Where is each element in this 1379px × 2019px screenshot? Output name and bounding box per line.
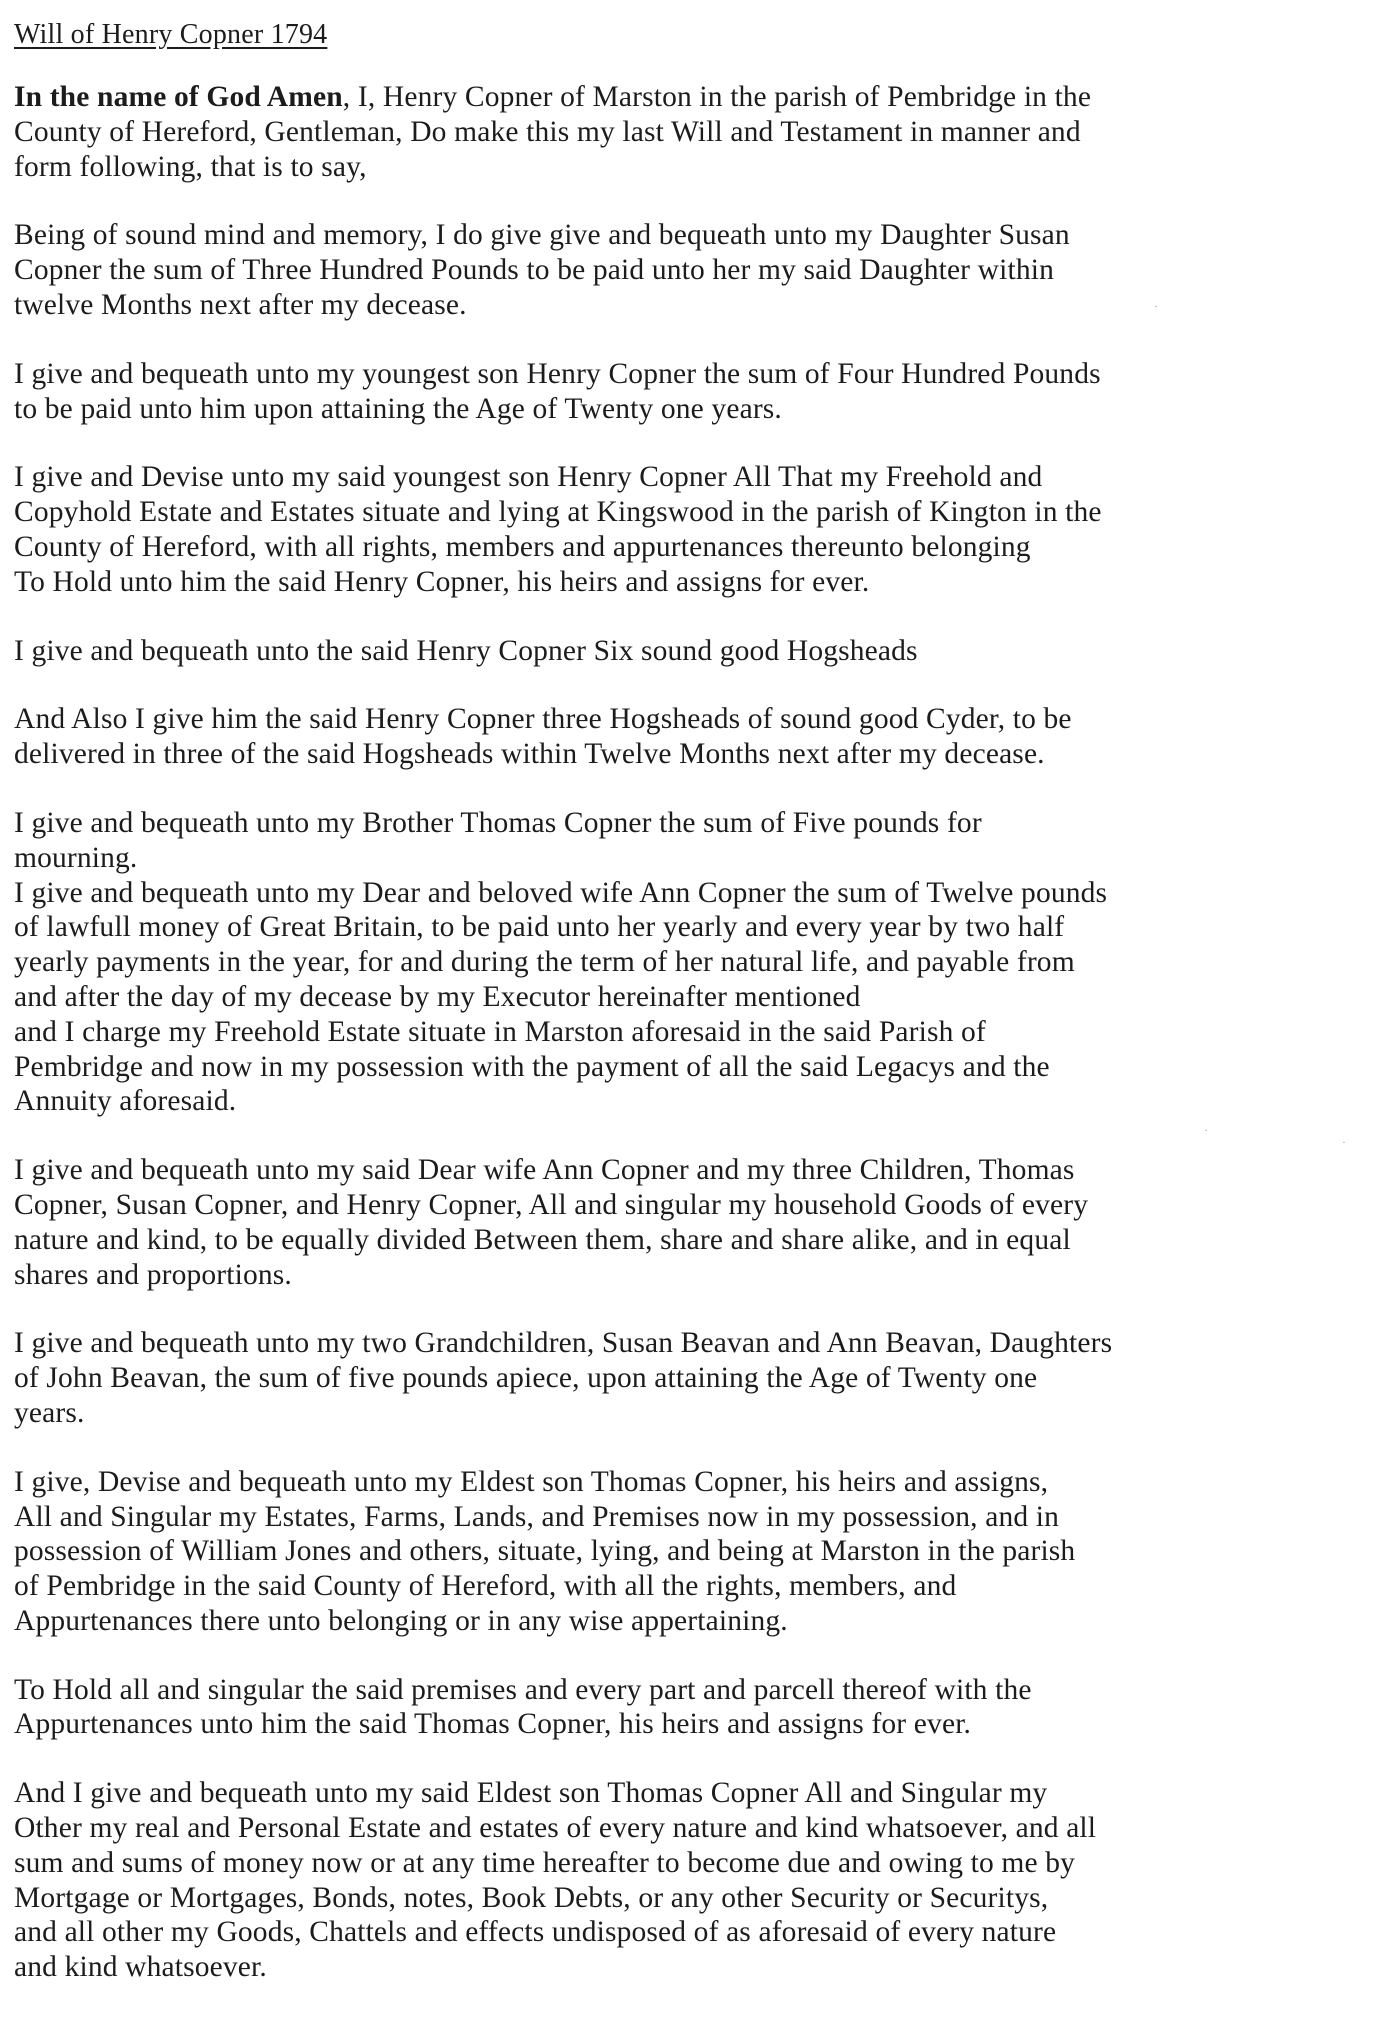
- paragraph-daughter-susan: Being of sound mind and memory, I do give give and bequeath unto my Daughter Susan Copner the sum of Three Hundred Pounds to be paid unto her my said Daughter within twelve Months next after my decease.: [14, 219, 1070, 321]
- paragraph-brother-thomas: I give and bequeath unto my Brother Thomas Copner the sum of Five pounds for mourning.: [14, 806, 982, 874]
- will-document: [14, 18, 1372, 2019]
- intro-bold-lead: In the name of God Amen: [14, 81, 343, 113]
- paragraph-household-goods: I give and bequeath unto my said Dear wife Ann Copner and my three Children, Thomas Copner, Susan Copner, and Henry Copner, All and singular my household Goods of every nature and kind, to be equally divided Between them, share and share alike, and in equal shares and proportions.: [14, 1154, 1089, 1291]
- paragraph-residual-estate: And I give and bequeath unto my said Eldest son Thomas Copner All and Singular my Other my real and Personal Estate and estates of every nature and kind whatsoever, and all sum and sums of money now or at any time hereafter to become due and owing to me by Mortgage or Mortgages, Bonds, notes, Book Debts, or any other Security or Securitys, and all other my Goods, Chattels and effects undisposed of as aforesaid of every nature and kind whatsoever.: [14, 1777, 1097, 1984]
- paragraph-cyder: And Also I give him the said Henry Copner three Hogsheads of sound good Cyder, to be delivered in three of the said Hogsheads within Twelve Months next after my decease.: [14, 703, 1072, 771]
- intro-text: , I, Henry Copner of Marston in the parish of Pembridge in the County of Hereford, Gentleman, Do make this my last Will and Testament in manner and form following, that is to say,: [14, 81, 1092, 183]
- paragraph-son-henry-pounds: I give and bequeath unto my youngest son Henry Copner the sum of Four Hundred Pounds to be paid unto him upon attaining the Age of Twenty one years.: [14, 357, 1101, 425]
- paragraph-kingswood-estate: I give and Devise unto my said youngest son Henry Copner All That my Freehold and Copyhold Estate and Estates situate and lying at Kingswood in the parish of Kington in the County of Hereford, with all rights, members and appurtenances thereunto belonging To Hold unto him the said Henry Copner, his heirs and assigns for ever.: [14, 461, 1102, 598]
- document-title: Will of Henry Copner 1794: [14, 19, 328, 50]
- paragraph-grandchildren: I give and bequeath unto my two Grandchildren, Susan Beavan and Ann Beavan, Daughters of John Beavan, the sum of five pounds apiece, upon attaining the Age of Twenty one years.: [14, 1327, 1113, 1429]
- scan-speck: ·: [1342, 1135, 1346, 1149]
- paragraph-wife-annuity: I give and bequeath unto my Dear and beloved wife Ann Copner the sum of Twelve pounds of lawfull money of Great Britain, to be paid unto her yearly and every year by two half yearly payments in the year, for and during the term of her natural life, and payable from and after the day of my decease by my Executor hereinafter mentioned and I charge my Freehold Estate situate in Marston aforesaid in the said Parish of Pembridge and now in my possession with the payment of all the said Legacys and the Annuity aforesaid.: [14, 876, 1108, 1118]
- scan-speck: ·: [1204, 1123, 1208, 1137]
- paragraph-hogsheads: I give and bequeath unto the said Henry Copner Six sound good Hogsheads: [14, 634, 918, 667]
- paragraph-to-hold: To Hold all and singular the said premises and every part and parcell thereof with the Appurtenances unto him the said Thomas Copner, his heirs and assigns for ever.: [14, 1673, 1032, 1741]
- intro-paragraph: [14, 80, 1372, 184]
- scan-speck: ·: [1154, 299, 1158, 313]
- paragraph-eldest-son-estates: I give, Devise and bequeath unto my Eldest son Thomas Copner, his heirs and assigns, All and Singular my Estates, Farms, Lands, and Premises now in my possession, and in possession of William Jones and others, situate, lying, and being at Marston in the parish of Pembridge in the said County of Hereford, with all the rights, members, and Appurtenances there unto belonging or in any wise appertaining.: [14, 1465, 1076, 1637]
